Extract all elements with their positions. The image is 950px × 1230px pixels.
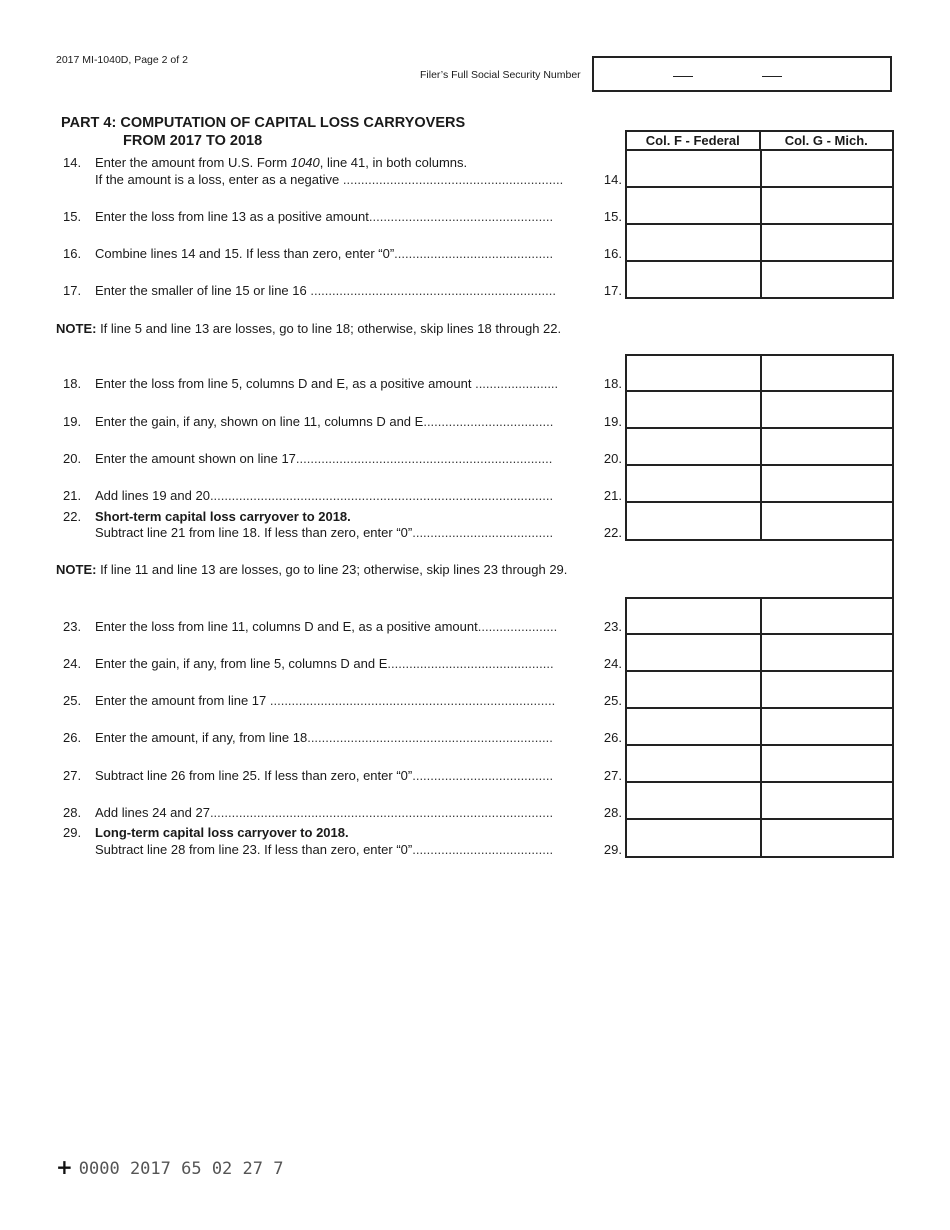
line-ref: 15.: [603, 209, 622, 224]
line-text: Enter the gain, if any, shown on line 11, columns D and E....................................: [95, 414, 554, 429]
note-label: NOTE:: [56, 562, 97, 577]
line-text: Add lines 19 and 20...............................................................................................: [95, 488, 554, 503]
line-20-col-f-input[interactable]: [625, 429, 760, 466]
part-title: [61, 114, 465, 150]
line-20-col-g-input[interactable]: [760, 429, 894, 466]
line-text: Enter the gain, if any, from line 5, columns D and E..............................................: [95, 656, 554, 671]
line-text: Subtract line 28 from line 23. If less than zero, enter “0”.......................................: [95, 842, 554, 857]
line-number: 16.: [63, 246, 82, 261]
line-19-fields: [625, 392, 894, 429]
line-16-col-f-input[interactable]: [625, 225, 760, 262]
note-lines-18-22: [56, 321, 561, 336]
line-text: If the amount is a loss, enter as a negative .............................................................: [95, 172, 564, 187]
line-14-col-g-input[interactable]: [760, 149, 894, 188]
part-title-line1: PART 4: COMPUTATION OF CAPITAL LOSS CARRYOVERS: [61, 115, 466, 131]
line-number: 22.: [63, 509, 82, 524]
line-26-col-g-input[interactable]: [760, 709, 894, 746]
line-29-fields: [625, 820, 894, 858]
line-number: 25.: [63, 693, 82, 708]
line-text: Enter the amount shown on line 17.......................................................................: [95, 451, 553, 466]
line-25-col-f-input[interactable]: [625, 672, 760, 709]
line-21-col-g-input[interactable]: [760, 466, 894, 503]
ssn-separator: [673, 76, 693, 77]
line-number: 21.: [63, 488, 82, 503]
line-ref: 28.: [603, 805, 622, 820]
line-18-col-f-input[interactable]: [625, 354, 760, 392]
line-29-col-g-input[interactable]: [760, 820, 894, 858]
line-text: Enter the loss from line 11, columns D and E, as a positive amount......................: [95, 619, 558, 634]
line-14-fields: [625, 149, 894, 188]
line-number: 26.: [63, 730, 82, 745]
line-24-col-g-input[interactable]: [760, 635, 894, 672]
line-ref: 20.: [603, 451, 622, 466]
line-21-fields: [625, 466, 894, 503]
line-20-fields: [625, 429, 894, 466]
line-number: 20.: [63, 451, 82, 466]
plus-icon: +: [56, 1155, 73, 1179]
note-label: NOTE:: [56, 321, 97, 336]
line-15-fields: [625, 188, 894, 225]
line-22-col-f-input[interactable]: [625, 503, 760, 541]
column-headers: [625, 130, 894, 150]
line-26-fields: [625, 709, 894, 746]
line-ref: 25.: [603, 693, 622, 708]
line-27-col-f-input[interactable]: [625, 746, 760, 783]
line-ref: 26.: [603, 730, 622, 745]
line-16-col-g-input[interactable]: [760, 225, 894, 262]
line-ref: 17.: [603, 283, 622, 298]
line-28-col-g-input[interactable]: [760, 783, 894, 820]
line-19-col-g-input[interactable]: [760, 392, 894, 429]
note-spacer-box: [625, 540, 894, 598]
line-number: 28.: [63, 805, 82, 820]
line-number: 14.: [63, 155, 82, 170]
line-number: 18.: [63, 376, 82, 391]
line-18-fields: [625, 354, 894, 392]
line-24-fields: [625, 635, 894, 672]
note-text: If line 5 and line 13 are losses, go to line 18; otherwise, skip lines 18 through 22.: [96, 321, 562, 336]
line-ref: 24.: [603, 656, 622, 671]
line-29-col-f-input[interactable]: [625, 820, 760, 858]
line-ref: 27.: [603, 768, 622, 783]
line-text: Combine lines 14 and 15. If less than zero, enter “0”............................................: [95, 246, 554, 261]
line-text: Enter the loss from line 5, columns D and E, as a positive amount .......................: [95, 376, 559, 391]
line-ref: 16.: [603, 246, 622, 261]
note-lines-23-29: [56, 562, 567, 577]
line-text: Enter the amount from U.S. Form 1040, line 41, in both columns.: [95, 155, 468, 170]
line-25-fields: [625, 672, 894, 709]
col-g-header: Col. G - Mich.: [784, 133, 868, 148]
line-17-col-f-input[interactable]: [625, 262, 760, 299]
ssn-input[interactable]: [592, 56, 892, 92]
line-ref: 14.: [603, 172, 622, 187]
line-number: 29.: [63, 825, 82, 840]
line-text: Subtract line 21 from line 18. If less than zero, enter “0”.......................................: [95, 525, 554, 540]
line-number: 17.: [63, 283, 82, 298]
line-ref: 21.: [603, 488, 622, 503]
line-ref: 23.: [603, 619, 622, 634]
line-ref: 22.: [603, 525, 622, 540]
line-14-col-f-input[interactable]: [625, 149, 760, 188]
line-number: 23.: [63, 619, 82, 634]
line-text: Add lines 24 and 27...............................................................................................: [95, 805, 554, 820]
line-23-fields: [625, 597, 894, 635]
line-27-fields: [625, 746, 894, 783]
line-25-col-g-input[interactable]: [760, 672, 894, 709]
line-17-fields: [625, 262, 894, 299]
col-f-header: Col. F - Federal: [627, 132, 761, 149]
line-number: 15.: [63, 209, 82, 224]
line-27-col-g-input[interactable]: [760, 746, 894, 783]
line-22-col-g-input[interactable]: [760, 503, 894, 541]
line-15-col-g-input[interactable]: [760, 188, 894, 225]
line-ref: 29.: [603, 842, 622, 857]
line-21-col-f-input[interactable]: [625, 466, 760, 503]
line-28-col-f-input[interactable]: [625, 783, 760, 820]
line-24-col-f-input[interactable]: [625, 635, 760, 672]
line-26-col-f-input[interactable]: [625, 709, 760, 746]
line-23-col-f-input[interactable]: [625, 597, 760, 635]
line-text: Enter the amount from line 17 ...............................................................................: [95, 693, 556, 708]
line-number: 27.: [63, 768, 82, 783]
ssn-separator: [762, 76, 782, 77]
line-15-col-f-input[interactable]: [625, 188, 760, 225]
form-page-id: 2017 MI-1040D, Page 2 of 2: [56, 54, 188, 66]
line-23-col-g-input[interactable]: [760, 597, 894, 635]
line-22-fields: [625, 503, 894, 541]
line-17-col-g-input[interactable]: [760, 262, 894, 299]
line-text: Enter the amount, if any, from line 18....................................................................: [95, 730, 553, 745]
line-title: Short-term capital loss carryover to 2018.: [95, 509, 351, 524]
form-code: 0000 2017 65 02 27 7: [78, 1159, 284, 1179]
line-28-fields: [625, 783, 894, 820]
line-ref: 19.: [603, 414, 622, 429]
ssn-label: Filer’s Full Social Security Number: [420, 69, 581, 81]
line-number: 24.: [63, 656, 82, 671]
line-text: Enter the loss from line 13 as a positive amount...................................................: [95, 209, 554, 224]
part-title-line2: FROM 2017 TO 2018: [123, 133, 263, 149]
line-number: 19.: [63, 414, 82, 429]
line-text: Enter the smaller of line 15 or line 16 ....................................................................: [95, 283, 556, 298]
line-title: Long-term capital loss carryover to 2018.: [95, 825, 349, 840]
line-ref: 18.: [603, 376, 622, 391]
line-19-col-f-input[interactable]: [625, 392, 760, 429]
line-16-fields: [625, 225, 894, 262]
line-text: Subtract line 26 from line 25. If less than zero, enter “0”.......................................: [95, 768, 554, 783]
line-18-col-g-input[interactable]: [760, 354, 894, 392]
form-barcode-number: [56, 1155, 283, 1179]
note-text: If line 11 and line 13 are losses, go to line 23; otherwise, skip lines 23 through 29.: [96, 562, 568, 577]
